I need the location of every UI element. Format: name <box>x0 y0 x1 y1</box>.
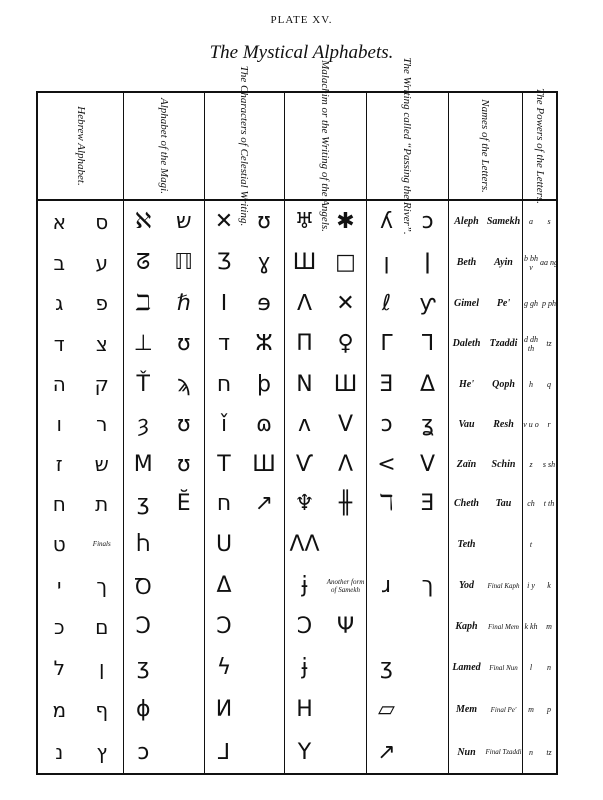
name-cell <box>485 523 522 565</box>
malachim-cell: H <box>296 697 313 722</box>
power-cell: d dh th <box>524 334 538 353</box>
malachim-cell: Ѵ <box>295 451 314 477</box>
malachim-cell: V <box>337 411 354 437</box>
malachim-cell: ╫ <box>338 491 353 516</box>
magi-cell <box>164 565 205 606</box>
river-cell <box>407 688 448 731</box>
power-cell: b bh v <box>524 253 538 272</box>
power-cell: m <box>528 705 534 714</box>
malachim-cell: ɉ <box>301 573 308 598</box>
magi-cell: ʊ <box>176 451 191 477</box>
table-row <box>38 688 556 731</box>
name-cell: Resh <box>493 418 514 430</box>
table-row <box>38 283 556 323</box>
celestial-cell <box>244 565 284 606</box>
column-header-label: Names of the Letters. <box>479 99 491 193</box>
hebrew-cell: ג <box>55 291 64 315</box>
hebrew-cell: כ <box>53 614 65 639</box>
hebrew-cell: ר <box>96 412 108 436</box>
table-row <box>38 323 556 364</box>
hebrew-cell: ף <box>95 697 109 722</box>
magi-cell: ᘔ <box>136 250 151 275</box>
column-divider <box>522 93 523 773</box>
magi-cell: ℏ <box>176 290 191 316</box>
river-cell: ɔ <box>380 411 393 437</box>
hebrew-cell: מ <box>52 697 67 722</box>
power-cell: m <box>546 622 552 631</box>
power-cell: aa ng <box>540 258 558 267</box>
celestial-cell: ⵣ <box>255 331 273 356</box>
malachim-cell: ✕ <box>336 290 355 316</box>
power-cell: t th <box>543 499 555 508</box>
celestial-cell: Ͷ <box>215 697 233 722</box>
malachim-cell: Y <box>297 739 312 765</box>
malachim-cell <box>325 523 366 565</box>
celestial-cell: ⅃ <box>217 739 231 765</box>
column-divider <box>123 93 124 773</box>
name-cell: Aleph <box>454 216 479 227</box>
power-cell: n <box>547 663 551 672</box>
hebrew-cell: ד <box>53 331 65 356</box>
river-cell <box>407 647 448 688</box>
malachim-cell: Π <box>296 331 313 356</box>
power-cell: q <box>547 379 551 389</box>
name-cell: Final Nun <box>489 663 518 672</box>
celestial-cell: ⵏ <box>220 290 228 316</box>
malachim-cell: ♀ <box>337 331 354 356</box>
celestial-cell: Ɔ <box>216 614 232 639</box>
hebrew-cell: ע <box>95 250 109 275</box>
magi-cell: ʊ <box>176 411 191 437</box>
hebrew-cell: ש <box>94 452 109 476</box>
celestial-cell: ϟ <box>216 655 232 680</box>
celestial-cell <box>244 606 284 647</box>
table-row <box>38 364 556 404</box>
river-cell: ʓ <box>421 411 434 437</box>
name-cell: Yod <box>459 580 474 591</box>
power-cell: i y <box>527 581 535 590</box>
malachim-cell: ΛΛ <box>289 531 320 557</box>
column-header-magi <box>123 93 204 199</box>
name-cell: Schin <box>491 458 516 470</box>
magi-cell <box>164 688 205 731</box>
river-cell: ǀ <box>424 250 431 275</box>
table-row <box>38 404 556 444</box>
power-cell: l <box>529 663 533 672</box>
hebrew-cell: צ <box>95 331 108 356</box>
name-cell: Tau <box>495 498 512 509</box>
celestial-cell: ✕ <box>214 209 234 234</box>
magi-cell: ȝ <box>137 411 149 437</box>
column-header-celestial <box>204 65 284 227</box>
column-header-label: The Writing called “Passing the River”. <box>401 57 413 235</box>
river-cell: ꞁ <box>383 250 390 275</box>
name-cell: Beth <box>456 257 477 268</box>
malachim-cell <box>325 688 366 731</box>
magi-cell <box>164 606 205 647</box>
celestial-cell: ח <box>216 371 232 397</box>
celestial-cell: T <box>217 451 231 477</box>
hebrew-cell: ל <box>53 655 65 680</box>
column-header-name <box>448 93 522 199</box>
malachim-cell: Ш <box>333 371 358 397</box>
hebrew-cell: Finals <box>92 540 111 548</box>
hebrew-cell: ץ <box>96 740 108 764</box>
malachim-cell: ⴷ <box>296 290 313 316</box>
name-cell: Vau <box>458 418 475 430</box>
hebrew-cell: ס <box>95 209 109 234</box>
river-cell <box>366 523 407 565</box>
name-cell: Qoph <box>492 378 515 390</box>
river-cell: ך <box>421 573 434 598</box>
hebrew-cell: ב <box>53 250 66 275</box>
celestial-cell: ɣ <box>257 250 271 275</box>
power-cell: n <box>529 747 533 757</box>
name-cell: Daleth <box>452 338 481 349</box>
magi-cell: ℶ <box>135 290 151 316</box>
magi-cell: Ⴙ <box>136 531 151 557</box>
table-row <box>38 647 556 688</box>
magi-cell: ℿ <box>174 250 194 275</box>
power-cell: k <box>547 581 551 590</box>
river-cell <box>366 606 407 647</box>
column-divider <box>448 93 449 773</box>
magi-cell: ʒ <box>136 655 150 680</box>
column-divider <box>366 93 367 773</box>
column-header-label: Malachim or the Writing of the Angels. <box>319 60 331 232</box>
magi-cell: ש <box>175 209 192 234</box>
table-row <box>38 606 556 647</box>
hebrew-cell: ק <box>94 372 109 396</box>
malachim-cell <box>325 647 366 688</box>
celestial-cell: ϸ <box>257 371 271 397</box>
magi-cell <box>164 523 205 565</box>
malachim-cell <box>325 731 366 773</box>
hebrew-cell: א <box>52 209 66 234</box>
column-header-malachim <box>284 60 366 232</box>
celestial-cell: Ʒ <box>216 250 232 275</box>
malachim-cell: □ <box>335 250 356 275</box>
celestial-cell: Ш <box>252 451 276 477</box>
column-header-label: Alphabet of the Magi. <box>157 98 170 194</box>
hebrew-cell: ה <box>52 372 66 396</box>
celestial-cell: ɘ <box>257 290 271 316</box>
hebrew-cell: ן <box>99 655 105 680</box>
name-cell: He' <box>459 378 474 390</box>
malachim-cell: Ɔ <box>296 614 313 639</box>
river-cell <box>407 523 448 565</box>
magi-cell: ʊ <box>176 331 191 356</box>
name-cell: Tzaddi <box>489 338 518 349</box>
river-cell: ↗ <box>377 739 396 765</box>
river-cell <box>407 606 448 647</box>
table-row <box>38 565 556 606</box>
river-cell: Ǝ <box>420 491 435 516</box>
magi-cell: Ť <box>136 371 150 397</box>
column-header-river <box>366 57 448 235</box>
power-cell: tz <box>546 747 552 757</box>
name-cell: Cheth <box>453 498 479 509</box>
celestial-cell: ↗ <box>254 491 274 516</box>
name-cell: Mem <box>455 704 478 715</box>
power-cell: v u o <box>523 419 539 429</box>
hebrew-cell: ו <box>56 412 62 436</box>
celestial-cell: ח <box>216 491 232 516</box>
river-cell: ℓ <box>381 290 392 316</box>
celestial-cell: ɷ <box>255 411 273 437</box>
power-cell: g gh <box>524 298 538 308</box>
malachim-cell: Λ <box>337 451 354 477</box>
table-row <box>38 523 556 565</box>
name-cell: Gimel <box>454 297 479 309</box>
power-cell: k kh <box>524 622 538 631</box>
magi-cell: Ĕ <box>176 491 191 516</box>
power-cell: h <box>529 379 533 389</box>
name-cell: Nun <box>457 746 476 758</box>
power-cell <box>540 523 558 565</box>
celestial-cell: Δ <box>216 573 232 598</box>
name-cell: Final Pe' <box>490 705 517 714</box>
column-header-label: The Powers of the Letters. <box>534 88 546 204</box>
magi-cell: ⊥ <box>133 331 153 356</box>
hebrew-cell: ז <box>55 452 63 476</box>
hebrew-cell: ט <box>52 532 66 556</box>
hebrew-cell: ח <box>52 491 66 516</box>
malachim-cell: ɉ <box>301 655 308 680</box>
malachim-cell: ♅ <box>294 209 315 234</box>
river-cell: < <box>377 451 396 477</box>
malachim-cell: Ш <box>292 250 317 275</box>
malachim-cell: ʌ <box>297 411 312 437</box>
magi-cell: ɔ <box>137 739 150 765</box>
table-row <box>38 484 556 523</box>
name-cell: Final Tzaddi <box>485 748 522 756</box>
river-cell: Ǝ <box>379 371 394 397</box>
page-title: The Mystical Alphabets. <box>209 42 394 63</box>
power-cell: tz <box>546 339 552 348</box>
magi-cell <box>164 731 205 773</box>
hebrew-cell: נ <box>55 740 64 764</box>
power-cell: p <box>547 705 551 714</box>
celestial-cell: ד <box>217 331 230 356</box>
power-cell: p ph <box>542 298 556 308</box>
name-cell: Final Kaph <box>487 581 520 590</box>
column-header-label: Hebrew Alphabet. <box>74 106 87 186</box>
malachim-cell: N <box>296 371 313 397</box>
river-cell <box>407 731 448 773</box>
power-cell: z <box>529 459 533 469</box>
celestial-cell <box>244 731 284 773</box>
power-cell: ch <box>527 499 535 508</box>
celestial-cell <box>244 688 284 731</box>
magi-cell: ʒ <box>136 491 150 516</box>
malachim-cell: Ψ <box>336 614 355 639</box>
alphabets-table <box>36 57 558 775</box>
magi-cell: ϡ <box>176 371 191 397</box>
river-cell: ℸ <box>379 491 394 516</box>
celestial-cell: ǐ <box>220 411 228 437</box>
hebrew-cell: י <box>57 573 62 598</box>
column-divider <box>204 93 205 773</box>
power-cell: s sh <box>542 459 556 469</box>
column-header-hebrew <box>38 93 123 199</box>
magi-cell <box>164 647 205 688</box>
name-cell: Pe' <box>496 297 511 309</box>
celestial-cell: U <box>215 531 233 557</box>
name-cell: Samekh <box>486 216 521 227</box>
hebrew-cell: ך <box>96 573 108 598</box>
table-row <box>38 242 556 283</box>
river-cell: ʒ <box>380 655 393 680</box>
power-cell: r <box>547 419 551 429</box>
magi-cell: ɸ <box>135 697 151 722</box>
celestial-cell <box>244 523 284 565</box>
river-cell: ɹ <box>381 573 392 598</box>
river-cell: V <box>419 451 436 477</box>
column-header-label: The Characters of Celestial Writing. <box>238 65 250 227</box>
river-cell: ɔ <box>421 209 434 234</box>
name-cell: Zaïn <box>456 458 477 470</box>
name-cell: Teth <box>457 538 476 550</box>
table-row <box>38 731 556 773</box>
river-cell: ⏥ <box>378 697 395 722</box>
river-cell: ᒣ <box>420 331 435 356</box>
malachim-cell: ♆ <box>294 491 315 516</box>
malachim-cell: ✱ <box>336 209 355 234</box>
table-row <box>38 201 556 242</box>
name-cell: Final Mem <box>488 622 519 631</box>
hebrew-cell: ם <box>95 614 109 639</box>
power-cell: a <box>529 217 533 226</box>
hebrew-cell: ת <box>95 491 109 516</box>
river-cell: ʎ <box>379 209 394 234</box>
magi-cell: M <box>133 451 153 477</box>
column-divider <box>284 93 285 773</box>
name-cell: Ayin <box>494 257 513 268</box>
river-cell: ᒥ <box>380 331 393 356</box>
column-header-power <box>522 88 558 204</box>
magi-cell: ℵ <box>135 209 152 234</box>
table-row <box>38 444 556 484</box>
hebrew-cell: פ <box>95 291 108 315</box>
celestial-cell <box>244 647 284 688</box>
celestial-cell: ʊ <box>257 209 271 234</box>
power-cell: s <box>547 217 551 226</box>
river-cell: Δ <box>419 371 436 397</box>
power-cell: t <box>529 539 533 549</box>
malachim-cell: Another form of Samekh <box>326 577 365 594</box>
magi-cell: Ɔ <box>135 614 151 639</box>
magi-cell: Ꝺ <box>134 574 152 600</box>
plate-label: PLATE XV. <box>270 14 333 26</box>
river-cell: ƴ <box>419 290 436 316</box>
name-cell: Lamed <box>452 662 481 673</box>
name-cell: Kaph <box>455 621 478 632</box>
